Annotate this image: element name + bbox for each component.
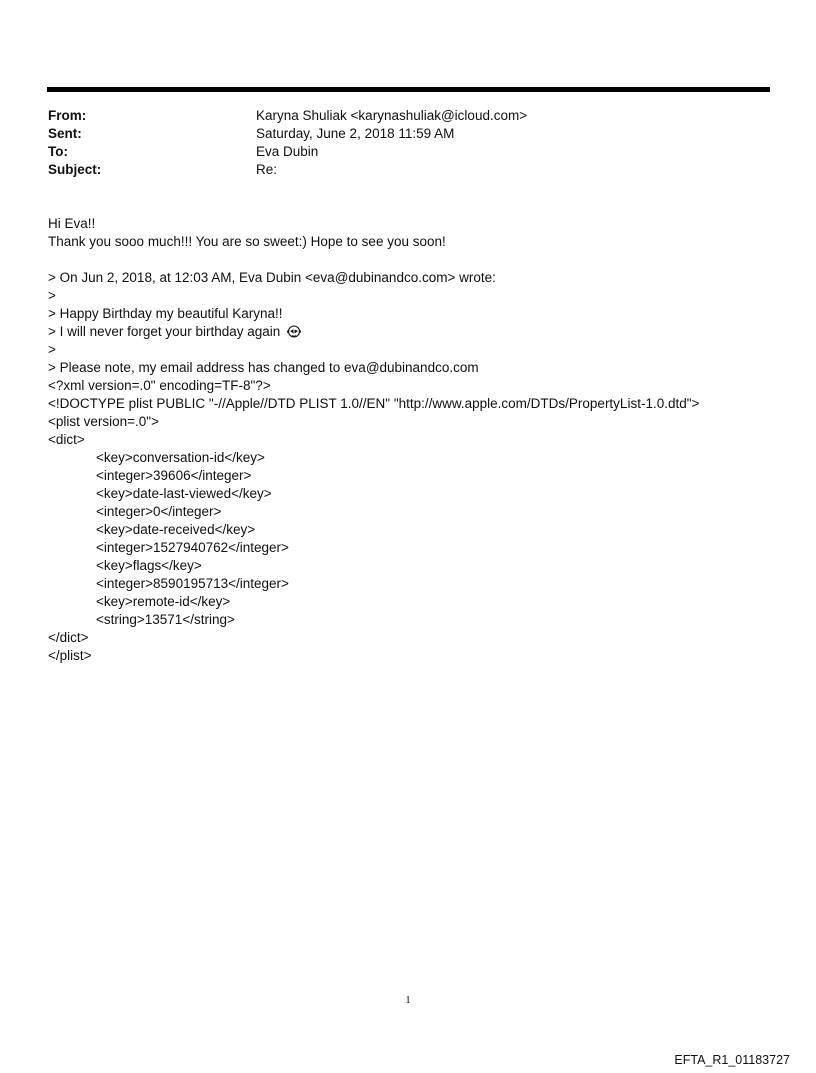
dict-line: <key>remote-id</key> — [96, 594, 231, 609]
xml-declaration: <?xml version=.0" encoding=TF-8"?> — [48, 378, 271, 393]
greeting: Hi Eva!! — [48, 216, 96, 231]
dict-open: <dict> — [48, 432, 85, 447]
from-value: Karyna Shuliak <karynashuliak@icloud.com> — [256, 108, 528, 123]
plist-close: </plist> — [48, 648, 92, 663]
dict-line: <key>flags</key> — [96, 558, 202, 573]
dict-line: <integer>0</integer> — [96, 504, 222, 519]
header-rule — [47, 87, 770, 92]
quote-header: > On Jun 2, 2018, at 12:03 AM, Eva Dubin <eva@dubinandco.com> wrote: — [48, 270, 496, 285]
email-header — [48, 107, 748, 179]
spacer — [48, 251, 768, 269]
quote-line-2-text: > I will never forget your birthday again — [48, 324, 281, 339]
sent-value: Saturday, June 2, 2018 11:59 AM — [256, 126, 455, 141]
dict-line: <key>conversation-id</key> — [96, 450, 265, 465]
dict-line: <integer>8590195713</integer> — [96, 576, 289, 591]
from-row — [48, 107, 748, 125]
quote-line-3: > Please note, my email address has changed to eva@dubinandco.com — [48, 360, 479, 375]
reply-text: Thank you sooo much!!! You are so sweet:) Hope to see you soon! — [48, 234, 446, 249]
dict-close: </dict> — [48, 630, 89, 645]
to-value: Eva Dubin — [256, 144, 319, 159]
dict-line: <string>13571</string> — [96, 612, 235, 627]
sent-row — [48, 125, 748, 143]
sent-label: Sent: — [48, 126, 82, 141]
plist-open: <plist version=.0"> — [48, 414, 159, 429]
to-label: To: — [48, 144, 68, 159]
email-body — [48, 215, 768, 665]
quote-line-1: > Happy Birthday my beautiful Karyna!! — [48, 306, 283, 321]
dict-line: <integer>39606</integer> — [96, 468, 252, 483]
page-number: 1 — [405, 994, 411, 1006]
subject-row — [48, 161, 748, 179]
to-row — [48, 143, 748, 161]
quote-blank-2: > — [48, 342, 56, 357]
doctype-line: <!DOCTYPE plist PUBLIC "-//Apple//DTD PLIST 1.0//EN" "http://www.apple.com/DTDs/PropertyList-1.0.dtd"> — [48, 396, 700, 411]
dict-line: <integer>1527940762</integer> — [96, 540, 289, 555]
subject-label: Subject: — [48, 162, 102, 177]
dict-line: <key>date-received</key> — [96, 522, 256, 537]
see-no-evil-monkey-icon — [286, 324, 302, 338]
document-id: EFTA_R1_01183727 — [674, 1053, 790, 1067]
quote-blank: > — [48, 288, 56, 303]
from-label: From: — [48, 108, 87, 123]
subject-value: Re: — [256, 162, 278, 177]
dict-line: <key>date-last-viewed</key> — [96, 486, 272, 501]
quote-line-2 — [48, 323, 768, 341]
